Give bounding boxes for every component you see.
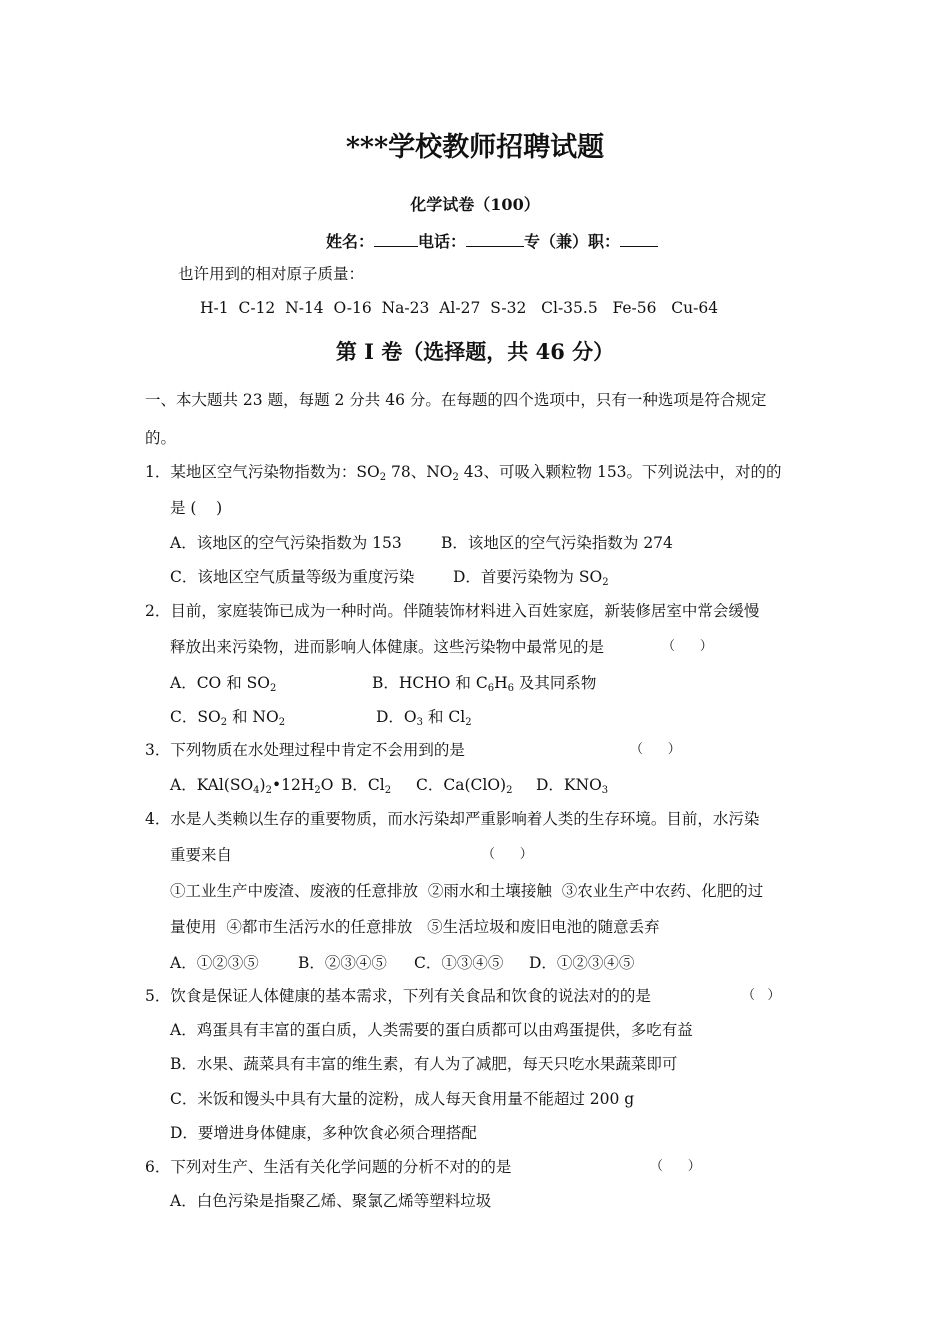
atomic-mass-values: H-1 C-12 N-14 O-16 Na-23 Al-27 S-32 Cl-35.5 Fe-56 Cu-64 — [200, 299, 719, 317]
q3-opt-a-sub: 2 — [314, 785, 321, 796]
question-4-stem — [145, 809, 759, 829]
section-instruction-line-2: 的。 — [145, 429, 177, 447]
question-4-option-b[interactable]: B．②③④⑤ — [298, 954, 387, 972]
q4-stem-text: 水是人类赖以生存的重要物质，而水污染却严重影响着人类的生存环境。目前，水污染 — [170, 810, 760, 828]
question-4-items-line-1: ①工业生产中废渣、废液的任意排放 ②雨水和土壤接触 ③农业生产中农药、化肥的过 — [170, 882, 764, 900]
question-6-number: 6． — [145, 1158, 171, 1176]
question-2-answer-bracket[interactable]: （ ） — [662, 639, 713, 654]
question-3-stem — [145, 740, 465, 760]
question-2-option-c[interactable] — [170, 707, 285, 727]
question-5-stem — [145, 986, 651, 1006]
q2-opt-b-sub: 6 — [507, 683, 514, 694]
question-4-number: 4． — [145, 810, 171, 828]
candidate-info-line — [326, 229, 658, 252]
q2-opt-b-text: H — [494, 674, 508, 692]
question-1-option-a[interactable]: A．该地区的空气污染指数为 153 — [170, 534, 402, 552]
question-1-stem-line-2: 是 ( ) — [170, 499, 223, 517]
question-3-option-d[interactable] — [536, 775, 608, 795]
q1-sub: 2 — [379, 472, 387, 483]
q2-opt-c-text: 和 NO — [227, 708, 279, 726]
name-label: 姓名： — [326, 232, 375, 251]
name-blank[interactable] — [374, 232, 418, 247]
q2-opt-b-text: 及其同系物 — [514, 674, 597, 692]
q3-opt-d-sub: 3 — [601, 785, 609, 796]
q2-opt-c-text: C．SO — [170, 708, 221, 726]
question-5-number: 5． — [145, 987, 171, 1005]
atomic-mass-intro: 也许用到的相对原子质量： — [178, 265, 365, 283]
phone-label: 电话： — [418, 232, 467, 251]
question-2-option-b[interactable] — [372, 673, 596, 693]
q3-opt-a-text: ) — [259, 776, 266, 794]
q2-opt-a-sub: 2 — [269, 683, 277, 694]
question-5-answer-bracket[interactable]: （ ） — [742, 988, 781, 1003]
question-6-answer-bracket[interactable]: （ ） — [650, 1159, 701, 1174]
question-2-number: 2． — [145, 602, 171, 620]
question-3-option-b[interactable] — [341, 775, 391, 795]
q2-opt-b-text: B．HCHO 和 C — [372, 674, 488, 692]
question-2-stem — [145, 601, 759, 621]
question-2-option-d[interactable] — [376, 707, 472, 727]
q2-opt-d-sub: 2 — [465, 717, 472, 728]
q3-opt-c-sub: 2 — [506, 785, 513, 796]
question-1-option-d[interactable] — [453, 567, 609, 587]
question-4-option-c[interactable]: C．①③④⑤ — [414, 954, 504, 972]
q2-opt-b-sub: 6 — [487, 683, 495, 694]
question-4-option-a[interactable]: A．①②③⑤ — [170, 954, 259, 972]
question-5-option-d[interactable]: D．要增进身体健康，多种饮食必须合理搭配 — [170, 1124, 477, 1142]
question-3-option-a[interactable] — [170, 775, 333, 795]
question-1-stem — [145, 462, 782, 482]
q1-sub: 2 — [452, 472, 459, 483]
question-1-option-c[interactable]: C．该地区空气质量等级为重度污染 — [170, 568, 415, 586]
job-label: 专（兼）职： — [524, 232, 621, 251]
section-instruction-line-1: 一、本大题共 23 题，每题 2 分共 46 分。在每题的四个选项中，只有一种选项是符合规定 — [145, 391, 767, 409]
q1-stem-part: 78、NO — [386, 463, 453, 481]
q5-stem-text: 饮食是保证人体健康的基本需求，下列有关食品和饮食的说法对的的是 — [170, 987, 651, 1005]
q3-opt-a-sub: 2 — [265, 785, 272, 796]
q3-opt-b-sub: 2 — [384, 785, 392, 796]
question-5-option-c[interactable]: C．米饭和馒头中具有大量的淀粉，成人每天食用量不能超过 200 g — [170, 1090, 635, 1108]
q3-stem-text: 下列物质在水处理过程中肯定不会用到的是 — [170, 741, 465, 759]
q3-opt-a-text: A．KAl(SO — [170, 776, 254, 794]
section-title: 第 I 卷（选择题，共 46 分） — [335, 339, 615, 364]
phone-blank[interactable] — [466, 232, 524, 247]
q3-opt-d-text: D．KNO — [536, 776, 602, 794]
question-6-option-a[interactable]: A．白色污染是指聚乙烯、聚氯乙烯等塑料垃圾 — [170, 1192, 492, 1210]
q2-opt-a-text: A．CO 和 SO — [170, 674, 270, 692]
q2-stem-text: 目前，家庭装饰已成为一种时尚。伴随装饰材料进入百姓家庭，新装修居室中常会缓慢 — [170, 602, 760, 620]
question-6-stem — [145, 1157, 511, 1177]
question-5-option-b[interactable]: B．水果、蔬菜具有丰富的维生素，有人为了减肥，每天只吃水果蔬菜即可 — [170, 1055, 678, 1073]
q3-opt-c-text: C．Ca(ClO) — [416, 776, 507, 794]
q1-stem-part: 某地区空气污染物指数为：SO — [170, 463, 380, 481]
q3-opt-b-text: B．Cl — [341, 776, 385, 794]
exam-title: ***学校教师招聘试题 — [345, 132, 605, 163]
q6-stem-text: 下列对生产、生活有关化学问题的分析不对的的是 — [170, 1158, 512, 1176]
question-5-option-a[interactable]: A．鸡蛋具有丰富的蛋白质，人类需要的蛋白质都可以由鸡蛋提供，多吃有益 — [170, 1021, 693, 1039]
question-1-option-b[interactable]: B．该地区的空气污染指数为 274 — [441, 534, 673, 552]
q2-opt-c-sub: 2 — [220, 717, 228, 728]
q1-opt-d-sub: 2 — [602, 577, 609, 588]
question-2-stem-line-2: 释放出来污染物，进而影响人体健康。这些污染物中最常见的是 — [170, 638, 605, 656]
question-1-number: 1． — [145, 463, 171, 481]
q2-opt-d-text: D．O — [376, 708, 417, 726]
q2-opt-d-sub: 3 — [416, 717, 424, 728]
question-4-stem-line-2: 重要来自 — [170, 846, 233, 864]
question-2-option-a[interactable] — [170, 673, 276, 693]
q1-stem-part: 43、可吸入颗粒物 153。下列说法中，对的的 — [458, 463, 782, 481]
q2-opt-c-sub: 2 — [278, 717, 286, 728]
q1-opt-d-text: D．首要污染物为 SO — [453, 568, 603, 586]
q3-opt-a-text: •12H — [271, 776, 315, 794]
question-4-answer-bracket[interactable]: （ ） — [482, 847, 533, 862]
q3-opt-a-text: O — [320, 776, 334, 794]
question-3-option-c[interactable] — [416, 775, 512, 795]
q2-opt-d-text: 和 Cl — [423, 708, 466, 726]
q3-opt-a-sub: 4 — [253, 785, 260, 796]
question-3-number: 3． — [145, 741, 171, 759]
question-3-answer-bracket[interactable]: （ ） — [630, 742, 681, 757]
job-blank[interactable] — [620, 232, 658, 247]
exam-subtitle: 化学试卷（100） — [410, 195, 540, 214]
question-4-items-line-2: 量使用 ④都市生活污水的任意排放 ⑤生活垃圾和废旧电池的随意丢弃 — [170, 918, 660, 936]
question-4-option-d[interactable]: D．①②③④⑤ — [529, 954, 635, 972]
